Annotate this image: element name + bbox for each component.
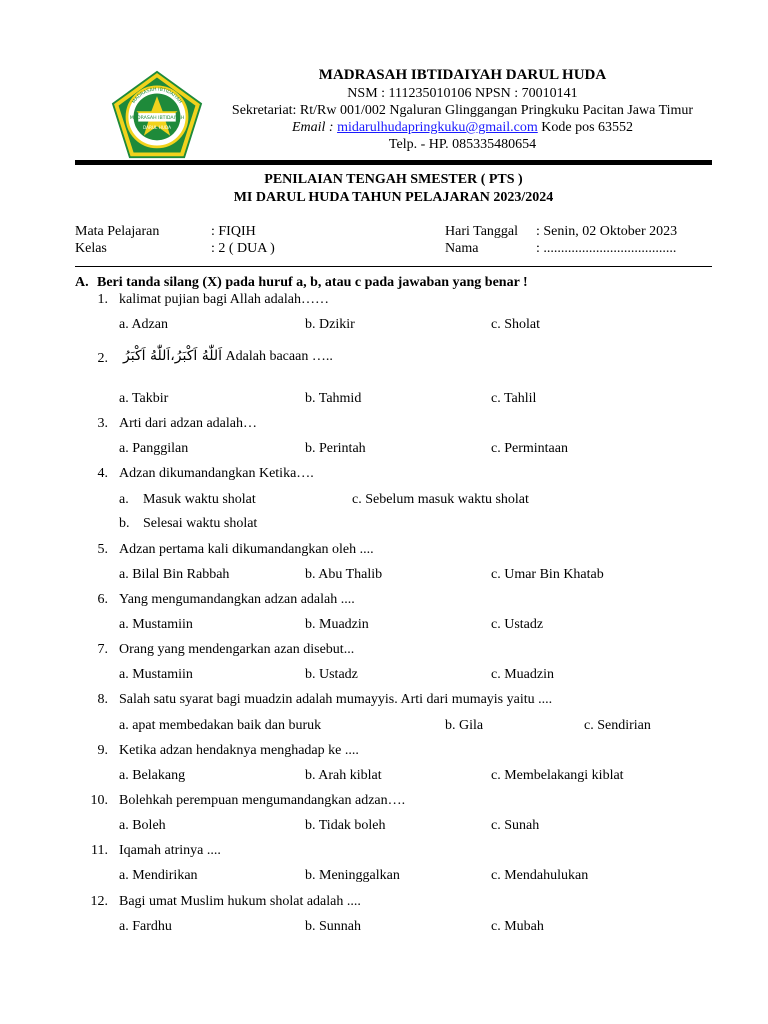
section-instruction: Beri tanda silang (X) pada huruf a, b, atau c pada jawaban yang benar ! — [97, 275, 528, 290]
option-b[interactable]: b. Gila — [445, 718, 484, 733]
school-address: Sekretariat: Rt/Rw 001/002 Ngaluran Glinggangan Pringkuku Pacitan Jawa Timur — [231, 103, 694, 118]
question-text: Adzan pertama kali dikumandangkan oleh .... — [119, 542, 374, 557]
option-b[interactable]: b. Sunnah — [305, 919, 361, 934]
question-number: 10. — [90, 793, 108, 808]
question-number: 5. — [97, 542, 108, 557]
question-number: 7. — [97, 642, 108, 657]
option-a[interactable]: a. Adzan — [119, 317, 168, 332]
option-b[interactable]: b. Perintah — [305, 441, 366, 456]
option-c[interactable]: c. Sunah — [491, 818, 540, 833]
option-c[interactable]: c. Umar Bin Khatab — [491, 567, 604, 582]
name-label: Nama — [445, 241, 479, 256]
question-number: 3. — [97, 416, 108, 431]
question-text — [123, 348, 333, 365]
option-b[interactable]: b. Dzikir — [305, 317, 355, 332]
option-c[interactable]: c. Mubah — [491, 919, 544, 934]
exam-subtitle: MI DARUL HUDA TAHUN PELAJARAN 2023/2024 — [233, 190, 554, 205]
question-text: Salah satu syarat bagi muadzin adalah mumayyis. Arti dari mumayis yaitu .... — [119, 692, 553, 707]
date-label: Hari Tanggal — [445, 224, 519, 239]
option-b[interactable]: b. Arah kiblat — [305, 768, 382, 783]
option-a[interactable]: a. Panggilan — [119, 441, 189, 456]
question-number: 2. — [97, 351, 108, 366]
logo-text: MADRASAH IBTIDAIYAH — [129, 116, 185, 122]
class-value: : 2 ( DUA ) — [211, 241, 275, 256]
option-a-marker: a. — [119, 492, 129, 507]
question-text: Arti dari adzan adalah… — [119, 416, 257, 431]
question-number: 11. — [91, 843, 108, 858]
question-text: Bolehkah perempuan mengumandangkan adzan…. — [119, 793, 406, 808]
question-text: kalimat pujian bagi Allah adalah…… — [119, 292, 329, 307]
email-link[interactable]: midarulhudapringkuku@gmail.com — [337, 120, 538, 135]
contact-email-line — [210, 120, 715, 136]
option-c[interactable]: c. Sebelum masuk waktu sholat — [352, 492, 529, 507]
contact-phone: Telp. - HP. 085335480654 — [388, 137, 537, 152]
option-b[interactable]: b. Tidak boleh — [305, 818, 386, 833]
header-divider — [75, 160, 712, 165]
question-number: 4. — [97, 466, 108, 481]
email-label: Email : — [291, 120, 334, 135]
subject-label: Mata Pelajaran — [75, 224, 160, 239]
class-label: Kelas — [75, 241, 107, 256]
option-b[interactable]: b. Meninggalkan — [305, 868, 400, 883]
logo-text-bottom: DARUL HUDA — [143, 125, 171, 131]
question-suffix: Adalah bacaan ….. — [222, 349, 333, 364]
option-a[interactable]: a. apat membedakan baik dan buruk — [119, 718, 322, 733]
postal-code: Kode pos 63552 — [537, 120, 634, 135]
option-b-marker: b. — [119, 516, 130, 531]
logo-ring-text: MADRASAH IBTIDAIYAH — [131, 87, 183, 105]
option-b[interactable]: b. Ustadz — [305, 667, 358, 682]
school-logo — [110, 70, 204, 160]
option-b[interactable]: b. Muadzin — [305, 617, 369, 632]
question-text: Ketika adzan hendaknya menghadap ke .... — [119, 743, 359, 758]
date-value: : Senin, 02 Oktober 2023 — [536, 224, 678, 239]
option-c[interactable]: c. Membelakangi kiblat — [491, 768, 624, 783]
question-text: Bagi umat Muslim hukum sholat adalah .... — [119, 894, 361, 909]
option-b[interactable]: b. Abu Thalib — [305, 567, 383, 582]
subject-value: : FIQIH — [211, 224, 256, 239]
option-b[interactable]: b. Tahmid — [305, 391, 362, 406]
option-a[interactable]: a. Boleh — [119, 818, 166, 833]
option-a[interactable]: a. Belakang — [119, 768, 186, 783]
option-c[interactable]: c. Tahlil — [491, 391, 537, 406]
option-a[interactable]: a. Mustamiin — [119, 667, 193, 682]
question-text: Yang mengumandangkan adzan adalah .... — [119, 592, 355, 607]
question-number: 9. — [97, 743, 108, 758]
option-a[interactable]: a. Takbir — [119, 391, 169, 406]
option-a[interactable]: a. Fardhu — [119, 919, 172, 934]
option-c[interactable]: c. Ustadz — [491, 617, 544, 632]
school-name: MADRASAH IBTIDAIYAH DARUL HUDA — [318, 67, 607, 83]
option-c[interactable]: c. Permintaan — [491, 441, 568, 456]
question-text: Orang yang mendengarkan azan disebut... — [119, 642, 355, 657]
info-divider — [75, 266, 712, 267]
option-b[interactable]: Selesai waktu sholat — [143, 516, 258, 531]
question-number: 12. — [90, 894, 108, 909]
option-c[interactable]: c. Mendahulukan — [491, 868, 589, 883]
exam-title: PENILAIAN TENGAH SMESTER ( PTS ) — [264, 172, 523, 187]
option-c[interactable]: c. Sendirian — [584, 718, 651, 733]
question-text: Iqamah atrinya .... — [119, 843, 221, 858]
option-a[interactable]: Masuk waktu sholat — [143, 492, 256, 507]
question-number: 1. — [97, 292, 108, 307]
question-number: 8. — [97, 692, 108, 707]
option-a[interactable]: a. Bilal Bin Rabbah — [119, 567, 230, 582]
option-c[interactable]: c. Sholat — [491, 317, 540, 332]
section-marker: A. — [75, 275, 89, 290]
school-registration: NSM : 111235010106 NPSN : 70010141 — [347, 86, 578, 101]
option-c[interactable]: c. Muadzin — [491, 667, 554, 682]
option-a[interactable]: a. Mendirikan — [119, 868, 198, 883]
question-number: 6. — [97, 592, 108, 607]
arabic-takbir: اَللّٰهُ اَكْبَرُ،اَللّٰهُ اَكْبَرُ — [123, 348, 223, 364]
option-a[interactable]: a. Mustamiin — [119, 617, 193, 632]
name-field[interactable]: : ...................................... — [536, 241, 677, 256]
question-text: Adzan dikumandangkan Ketika…. — [119, 466, 314, 481]
